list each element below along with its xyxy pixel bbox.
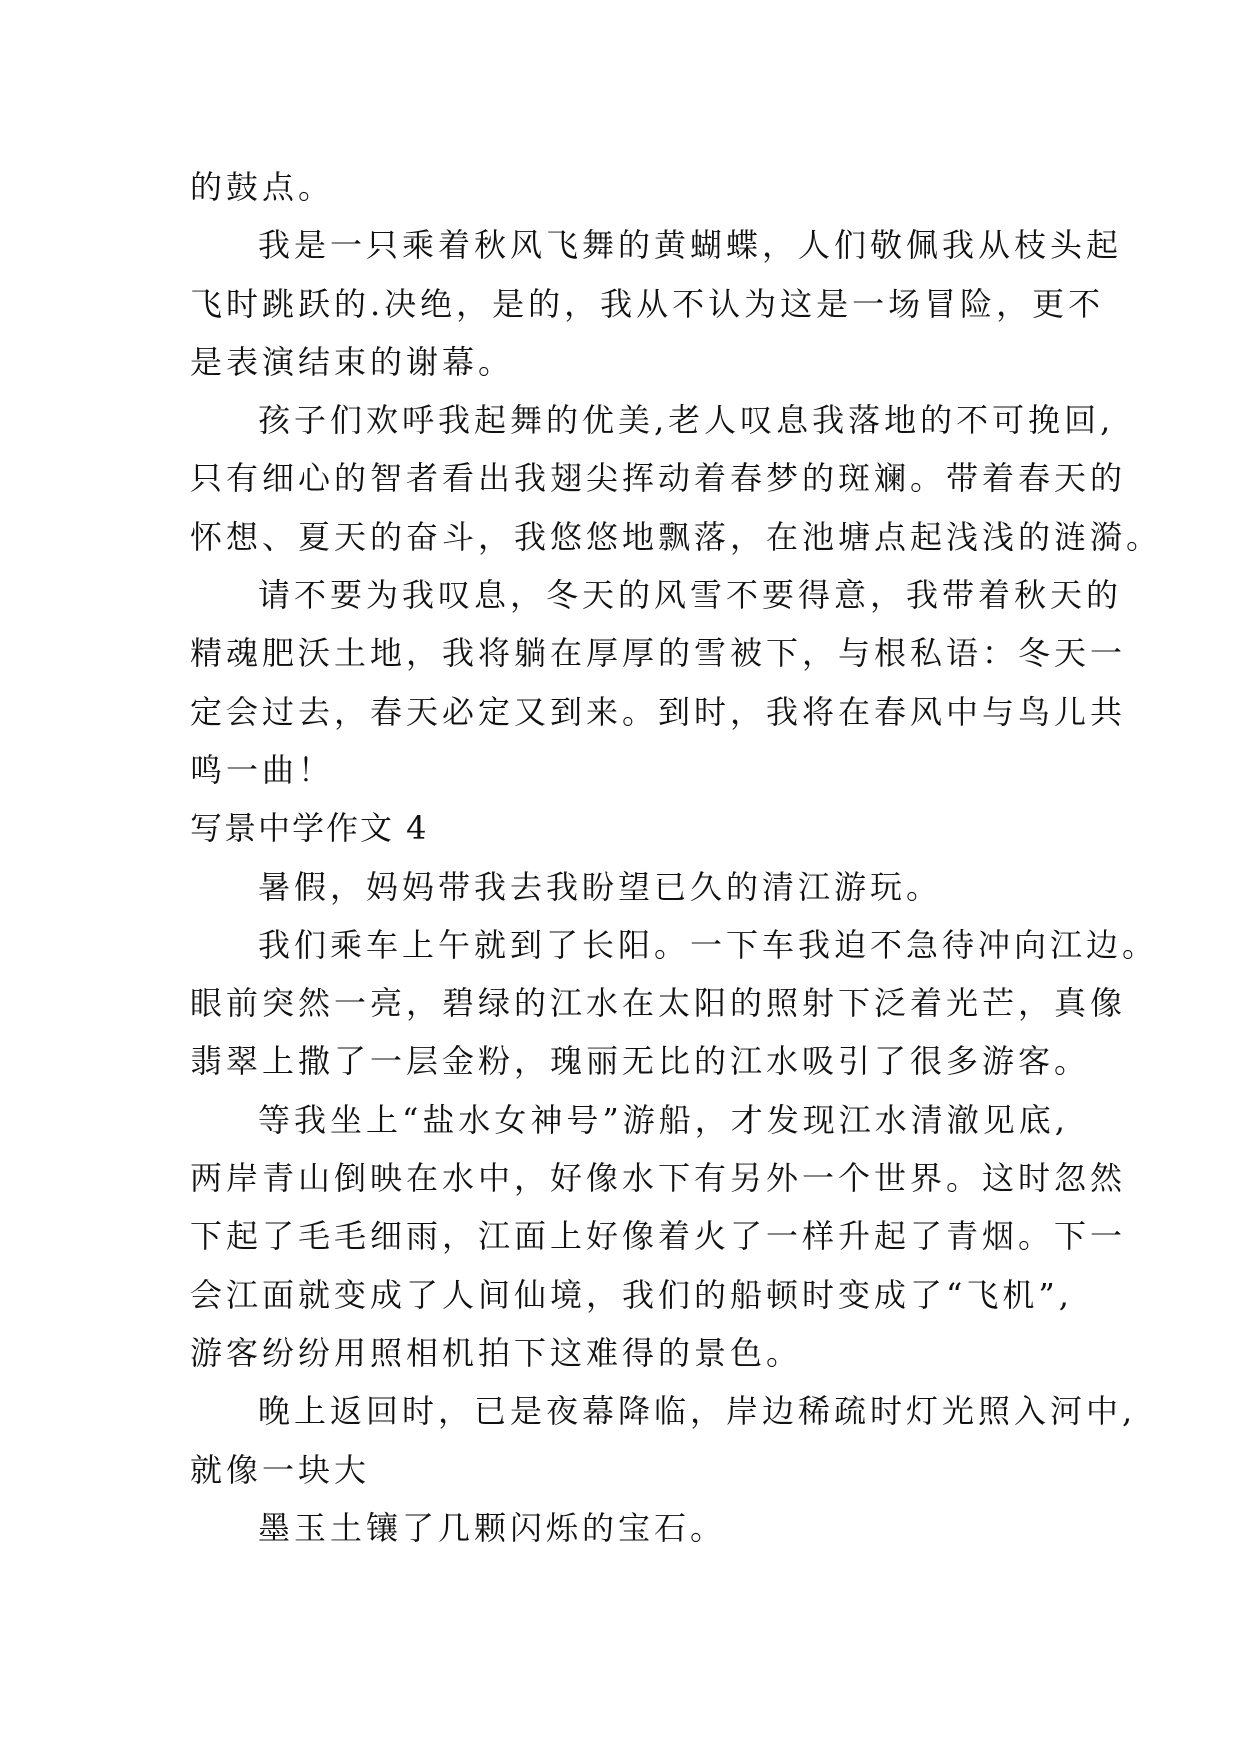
text-line: 是表演结束的谢幕。 — [190, 342, 515, 381]
text-line: 飞时跳跃的.决绝，是的，我从不认为这是一场冒险，更不 — [190, 284, 1105, 323]
text-line: 墨玉土镶了几颗闪烁的宝石。 — [258, 1508, 727, 1547]
text-line: 我是一只乘着秋风飞舞的黄蝴蝶，人们敬佩我从枝头起 — [258, 226, 1123, 265]
text-line: 我们乘车上午就到了长阳。一下车我迫不急待冲向江边。 — [258, 925, 1159, 964]
text-line: 晚上返回时，已是夜幕降临，岸边稀疏时灯光照入河中, — [258, 1392, 1137, 1431]
text-line: 翡翠上撒了一层金粉，瑰丽无比的江水吸引了很多游客。 — [190, 1042, 1091, 1081]
text-line: 只有细心的智者看出我翅尖挥动着春梦的斑斓。带着春天的 — [190, 459, 1127, 498]
text-line: 眼前突然一亮，碧绿的江水在太阳的照射下泛着光芒，真像 — [190, 984, 1127, 1023]
text-line: 鸣一曲！ — [190, 750, 335, 789]
text-line: 怀想、夏天的奋斗，我悠悠地飘落，在池塘点起浅浅的涟漪。 — [190, 517, 1163, 556]
text-line: 下起了毛毛细雨，江面上好像着火了一样升起了青烟。下一 — [190, 1217, 1127, 1256]
text-line: 请不要为我叹息，冬天的风雪不要得意，我带着秋天的 — [258, 576, 1123, 615]
text-line: 会江面就变成了人间仙境，我们的船顿时变成了“飞机”, — [190, 1275, 1073, 1314]
text-line: 精魂肥沃土地，我将躺在厚厚的雪被下，与根私语：冬天一 — [190, 634, 1127, 673]
text-line: 等我坐上“盐水女神号”游船，才发现江水清澈见底, — [258, 1100, 1069, 1139]
document-body — [190, 158, 1163, 1557]
text-line: 暑假，妈妈带我去我盼望已久的清江游玩。 — [258, 867, 943, 906]
section-heading: 写景中学作文 4 — [190, 809, 429, 848]
text-line: 就像一块大 — [190, 1450, 371, 1489]
text-line: 两岸青山倒映在水中，好像水下有另外一个世界。这时忽然 — [190, 1159, 1127, 1198]
text-line: 的鼓点。 — [190, 168, 335, 206]
text-line: 孩子们欢呼我起舞的优美,老人叹息我落地的不可挽回, — [258, 401, 1115, 440]
text-line: 定会过去，春天必定又到来。到时，我将在春风中与鸟儿共 — [190, 692, 1127, 731]
text-line: 游客纷纷用照相机拍下这难得的景色。 — [190, 1333, 803, 1372]
